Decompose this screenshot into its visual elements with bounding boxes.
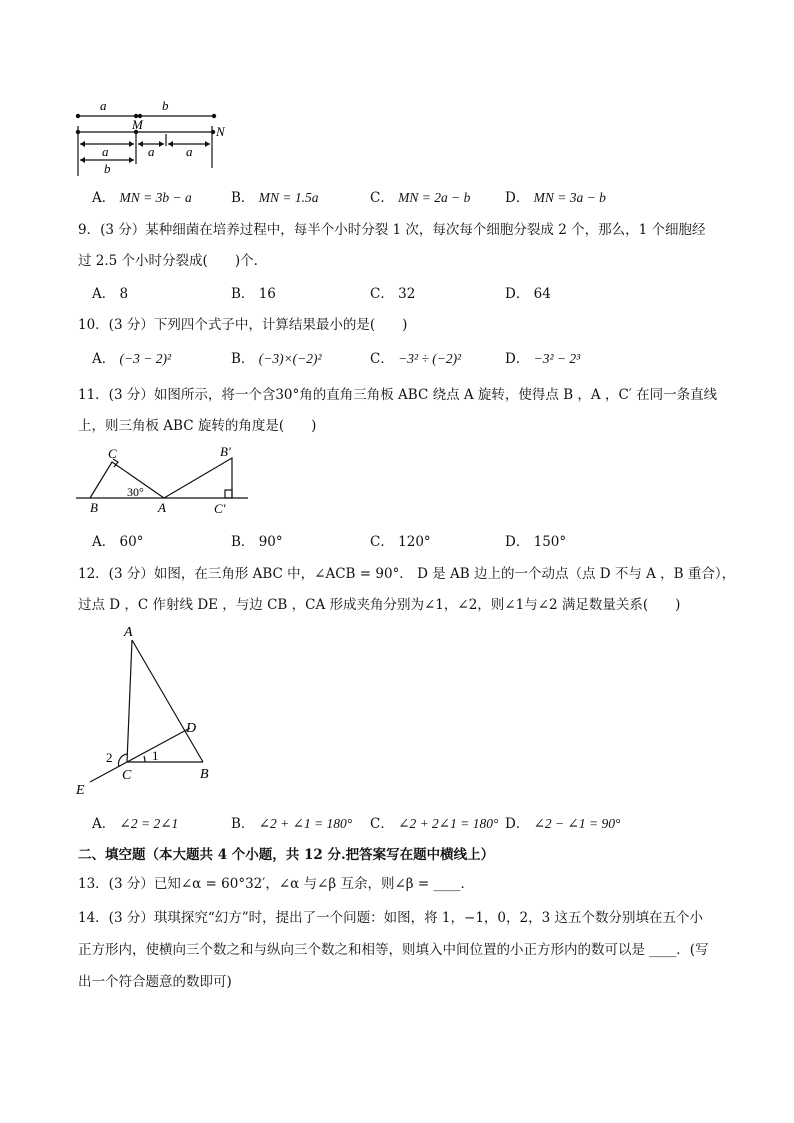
option-letter: B． [231,286,255,302]
option-letter: A． [92,351,116,367]
q14-stem-line2: 正方形内，使横向三个数之和与纵向三个数之和相等，则填入中间位置的小正方形内的数可以是 ____．(写 [78,942,709,958]
q12-label-angle2: 2 [106,750,113,765]
option-text: 120° [398,534,431,550]
section-heading: 二、填空题（本大题共 4 个小题，共 12 分.把答案写在题中横线上） [78,847,495,863]
option-letter: C． [370,816,394,832]
q11-label-Bprime: B′ [220,444,231,459]
q8-option-c[interactable] [370,186,470,206]
q10-option-a[interactable] [92,347,171,367]
q9-option-d[interactable] [505,282,551,302]
q8-option-b[interactable] [231,186,318,206]
q14-stem-line1: 14．(3 分）琪琪探究“幻方”时，提出了一个问题：如图，将 1，−1，0，2，3 这五个数分别填在五个小 [78,910,703,926]
q11-option-a[interactable] [92,530,143,550]
q12-option-d[interactable] [505,812,620,832]
option-letter: C． [370,286,394,302]
q8-option-d[interactable] [505,186,606,206]
q8-label-b1: b [162,98,169,113]
q9-option-c[interactable] [370,282,415,302]
q11-stem-line1: 11．(3 分）如图所示，将一个含30°角的直角三角板 ABC 绕点 A 旋转，使得点 B ，A ，C′ 在同一条直线 [78,387,718,403]
q11-option-b[interactable] [231,530,283,550]
q12-label-E: E [76,783,85,798]
option-letter: B． [231,816,255,832]
q8-label-a4: a [186,144,193,159]
option-letter: C． [370,190,394,206]
q8-option-a[interactable] [92,186,192,206]
q12-option-b[interactable] [231,812,352,832]
q10-option-d[interactable] [505,347,580,367]
q8-label-a2: a [102,144,109,159]
q11-option-c[interactable] [370,530,431,550]
q8-label-a1: a [100,98,107,113]
option-text: −3² ÷ (−2)² [398,351,462,366]
option-letter: D． [505,351,530,367]
option-text: MN = 1.5a [258,190,319,205]
option-text: (−3 − 2)² [119,351,172,366]
option-letter: A． [92,286,116,302]
q10-stem: 10．(3 分）下列四个式子中，计算结果最小的是( ) [78,317,408,333]
q9-stem-line2: 过 2.5 个小时分裂成( )个. [78,253,258,269]
option-letter: C． [370,534,394,550]
option-text: MN = 2a − b [398,190,471,205]
q13-stem: 13．(3 分）已知∠α = 60°32′，∠α 与∠β 互余，则∠β = ____． [78,876,474,892]
q12-label-D: D [186,721,197,736]
q8-label-b2: b [104,161,111,176]
option-text: 32 [398,286,416,302]
option-text: ∠2 − ∠1 = 90° [533,816,621,831]
option-text: ∠2 + 2∠1 = 180° [398,816,499,831]
q12-label-angle1: 1 [152,748,159,763]
q12-stem-line1: 12．(3 分）如图，在三角形 ABC 中，∠ACB = 90°． D 是 AB 边上的一个动点（点 D 不与 A ，B 重合）， [78,566,736,582]
q10-option-b[interactable] [231,347,322,367]
option-text: 16 [258,286,276,302]
option-letter: D． [505,190,530,206]
q11-label-C: C [108,446,117,461]
q12-label-B: B [200,767,209,782]
option-letter: D． [505,816,530,832]
q9-stem-line1: 9．(3 分）某种细菌在培养过程中，每半个小时分裂 1 次，每次每个细胞分裂成 2 个，那么，1 个细胞经 [78,222,706,238]
q12-figure [70,620,230,800]
q12-label-C: C [122,768,132,783]
q11-label-A: A [158,500,166,515]
option-text: 64 [533,286,551,302]
q12-stem-line2: 过点 D ，C 作射线 DE ，与边 CB ，CA 形成夹角分别为∠1，∠2，则∠1与∠2 满足数量关系( ) [78,597,681,613]
q11-figure [70,440,260,520]
q11-option-d[interactable] [505,530,566,550]
option-letter: B． [231,351,255,367]
q8-label-a3: a [148,144,155,159]
q9-option-b[interactable] [231,282,276,302]
q12-option-c[interactable] [370,812,498,832]
option-letter: B． [231,190,255,206]
q12-option-a[interactable] [92,812,178,832]
option-text: (−3)×(−2)² [258,351,322,366]
option-text: ∠2 + ∠1 = 180° [258,816,353,831]
q11-label-B: B [90,500,98,515]
option-text: −3² − 2³ [533,351,581,366]
option-text: 8 [119,286,129,302]
q11-label-angle: 30° [127,485,144,499]
option-text: 60° [119,534,144,550]
q11-stem-line2: 上，则三角板 ABC 旋转的角度是( ) [78,418,317,434]
option-text: MN = 3a − b [533,190,606,205]
option-letter: A． [92,816,116,832]
q8-label-M: M [132,117,143,132]
option-letter: B． [231,534,255,550]
option-letter: A． [92,534,116,550]
option-letter: C． [370,351,394,367]
q11-label-Cprime: C′ [214,501,226,516]
option-text: ∠2 = 2∠1 [119,816,179,831]
q8-label-N: N [216,124,225,139]
q9-option-a[interactable] [92,282,128,302]
q14-stem-line3: 出一个符合题意的数即可) [78,974,232,990]
option-text: MN = 3b − a [119,190,192,205]
option-text: 150° [533,534,567,550]
q10-option-c[interactable] [370,347,461,367]
option-text: 90° [258,534,283,550]
option-letter: D． [505,286,530,302]
q12-label-A: A [124,625,133,640]
option-letter: D． [505,534,530,550]
option-letter: A． [92,190,116,206]
q8-figure [70,96,240,178]
